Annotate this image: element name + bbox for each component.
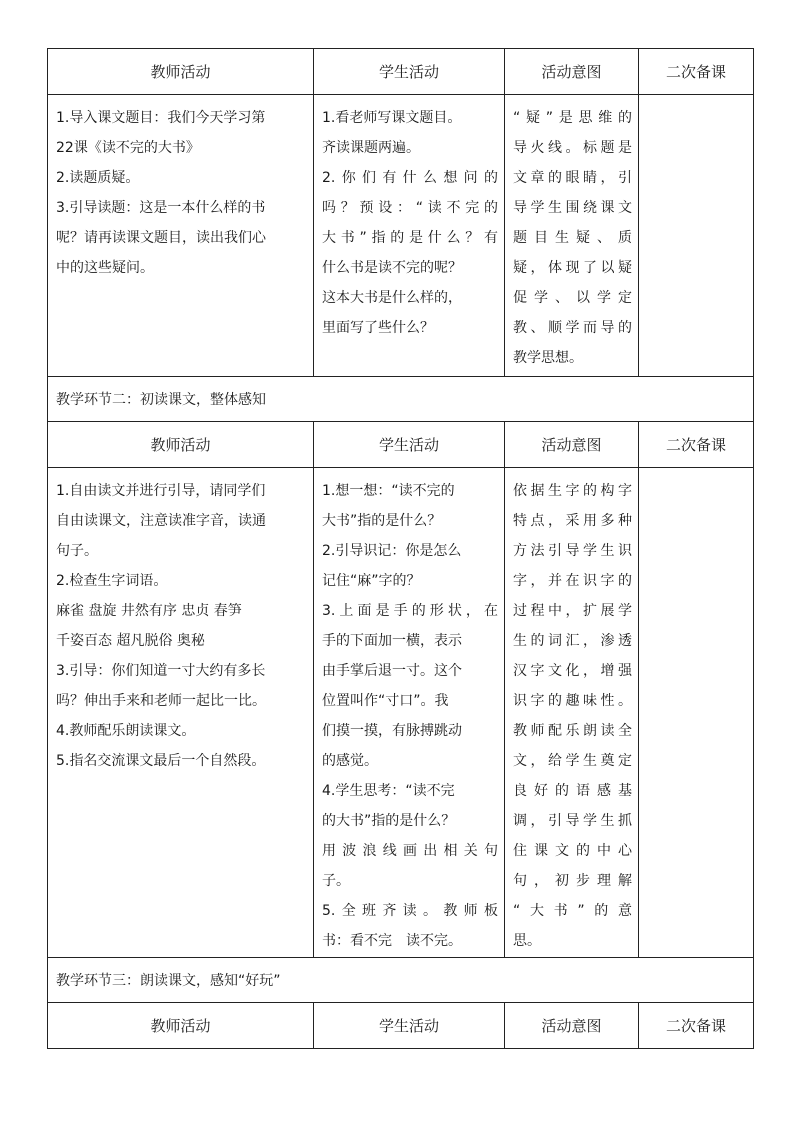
vocabulary-line: 千姿百态 超凡脱俗 奥秘: [56, 633, 205, 649]
text-line: 由手掌后退一寸。这个: [322, 663, 462, 679]
text-line: 1.导入课文题目：我们今天学习第: [56, 110, 266, 126]
text-line: 疑，体现了以疑: [513, 260, 632, 276]
teacher-activity-cell: [48, 95, 314, 377]
text-line: 这本大书是什么样的，: [322, 290, 462, 306]
text-line: 22课《读不完的大书》: [56, 140, 200, 156]
header-second-prep: 二次备课: [639, 422, 754, 468]
text-line: 特点，采用多种: [513, 513, 632, 529]
header-teacher-activity: 教师活动: [48, 1003, 314, 1049]
text-line: “大书”的意: [513, 903, 632, 919]
text-line: 句子。: [56, 543, 98, 559]
text-line: 3.引导：你们知道一寸大约有多长: [56, 663, 266, 679]
second-prep-cell: [639, 95, 754, 377]
header-student-activity: 学生活动: [314, 1003, 505, 1049]
text-line: 们摸一摸，有脉搏跳动: [322, 723, 462, 739]
text-line: 汉字文化，增强: [513, 663, 632, 679]
text-line: 2.引导识记：你是怎么: [322, 543, 462, 559]
text-line: 识字的趣味性。: [513, 693, 632, 709]
text-line: 文，给学生奠定: [513, 753, 632, 769]
text-line: 吗？伸出手来和老师一起比一比。: [56, 693, 266, 709]
header-row: [48, 422, 754, 468]
text-line: 自由读课文，注意读准字音，读通: [56, 513, 266, 529]
activity-intent-cell: [505, 468, 639, 958]
second-prep-cell: [639, 468, 754, 958]
text-line: 手的下面加一横，表示: [322, 633, 462, 649]
text-line: 2.你们有什么想问的: [322, 170, 498, 186]
text-line: 1.看老师写课文题目。: [322, 110, 462, 126]
lesson-plan-table: [47, 48, 754, 1049]
text-line: 教师配乐朗读全: [513, 723, 632, 739]
student-activity-cell: [314, 95, 505, 377]
text-line: 5.指名交流课文最后一个自然段。: [56, 753, 266, 769]
text-line: 句，初步理解: [513, 873, 632, 889]
text-line: 呢？请再读课文题目，读出我们心: [56, 230, 266, 246]
header-row: [48, 1003, 754, 1049]
text-line: 2.读题质疑。: [56, 170, 140, 186]
activity-intent-cell: [505, 95, 639, 377]
text-line: “疑”是思维的: [513, 110, 632, 126]
header-activity-intent: 活动意图: [505, 1003, 639, 1049]
text-line: 4.教师配乐朗读课文。: [56, 723, 196, 739]
text-line: 用波浪线画出相关句: [322, 843, 498, 859]
text-line: 子。: [322, 873, 350, 889]
text-line: 生的词汇，渗透: [513, 633, 632, 649]
text-line: 导火线。标题是: [513, 140, 632, 156]
text-line: 1.想一想：“读不完的: [322, 483, 455, 499]
text-line: 文章的眼睛，引: [513, 170, 632, 186]
text-line: 调，引导学生抓: [513, 813, 632, 829]
text-line: 齐读课题两遍。: [322, 140, 420, 156]
text-line: 的大书”指的是什么？: [322, 813, 456, 829]
text-line: 思。: [513, 933, 541, 949]
student-activity-cell: [314, 468, 505, 958]
text-line: 促学、以学定: [513, 290, 632, 306]
text-line: 的感觉。: [322, 753, 378, 769]
text-line: 里面写了些什么？: [322, 320, 434, 336]
text-line: 字，并在识字的: [513, 573, 632, 589]
header-activity-intent: 活动意图: [505, 422, 639, 468]
text-line: 3.引导读题：这是一本什么样的书: [56, 200, 266, 216]
header-second-prep: 二次备课: [639, 49, 754, 95]
text-line: 1.自由读文并进行引导，请同学们: [56, 483, 266, 499]
section-heading-2: 教学环节二：初读课文，整体感知: [48, 377, 754, 422]
section-row: [48, 958, 754, 1003]
text-line: 方法引导学生识: [513, 543, 632, 559]
text-line: 4.学生思考：“读不完: [322, 783, 455, 799]
text-line: 3.上面是手的形状，在: [322, 603, 498, 619]
text-line: 大书”指的是什么？: [322, 513, 442, 529]
text-line: 教学思想。: [513, 350, 583, 366]
content-row: [48, 468, 754, 958]
section-heading-3: 教学环节三：朗读课文，感知“好玩”: [48, 958, 754, 1003]
text-line: 教、顺学而导的: [513, 320, 632, 336]
text-line: 题目生疑、质: [513, 230, 632, 246]
text-line: 书：看不完 读不完。: [322, 933, 462, 949]
header-student-activity: 学生活动: [314, 49, 505, 95]
text-line: 中的这些疑问。: [56, 260, 154, 276]
section-row: [48, 377, 754, 422]
text-line: 导学生围绕课文: [513, 200, 632, 216]
text-line: 大书”指的是什么？有: [322, 230, 498, 246]
text-line: 住课文的中心: [513, 843, 632, 859]
header-activity-intent: 活动意图: [505, 49, 639, 95]
text-line: 记住“麻”字的？: [322, 573, 421, 589]
text-line: 2.检查生字词语。: [56, 573, 168, 589]
text-line: 依据生字的构字: [513, 483, 632, 499]
text-line: 过程中，扩展学: [513, 603, 632, 619]
text-line: 什么书是读不完的呢？: [322, 260, 462, 276]
teacher-activity-cell: [48, 468, 314, 958]
content-row: [48, 95, 754, 377]
header-teacher-activity: 教师活动: [48, 49, 314, 95]
header-teacher-activity: 教师活动: [48, 422, 314, 468]
header-row: [48, 49, 754, 95]
text-line: 5.全班齐读。教师板: [322, 903, 498, 919]
text-line: 位置叫作“寸口”。我: [322, 693, 449, 709]
vocabulary-line: 麻雀 盘旋 井然有序 忠贞 春笋: [56, 603, 242, 619]
header-second-prep: 二次备课: [639, 1003, 754, 1049]
header-student-activity: 学生活动: [314, 422, 505, 468]
text-line: 吗？预设：“读不完的: [322, 200, 498, 216]
text-line: 良好的语感基: [513, 783, 632, 799]
